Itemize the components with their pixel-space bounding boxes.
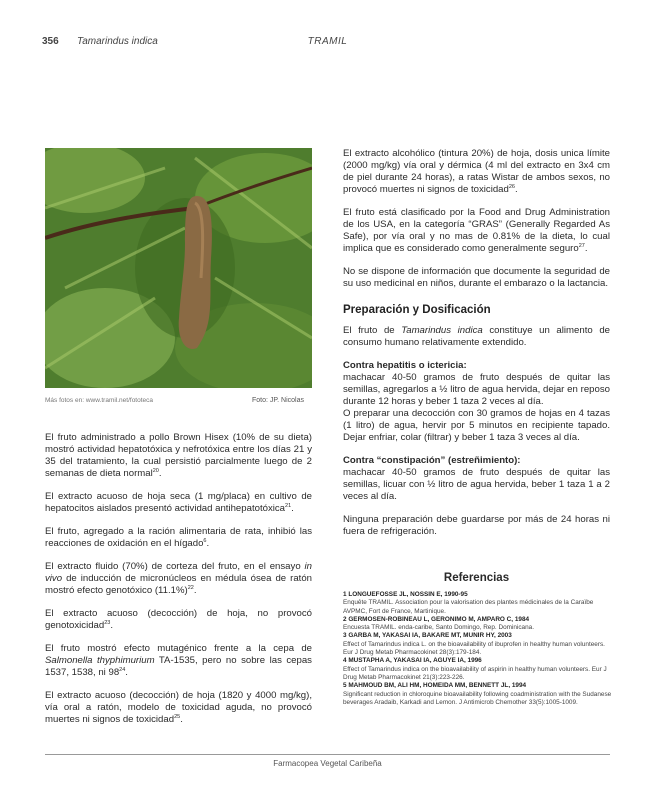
paragraph: El extracto acuoso (decocción) de hoja, no provocó genotoxicidad$^{23}$. (45, 608, 312, 631)
paragraph: El fruto mostró efecto mutagénico frente a la cepa de Salmonella thyphimurium TA-1535, pero no sobre las cepas 1537, 1538, ni $98^{24}$. (45, 643, 312, 678)
subsection-title: Contra “constipación” (estreñimiento): (343, 455, 521, 466)
subsection-title: Contra hepatitis o ictericia: (343, 360, 467, 371)
photo-credit: Foto: JP. Nicolas (252, 397, 305, 404)
paragraph: El fruto administrado a pollo Brown Hisex (10% de su dieta) mostró actividad hepatotóxica y nefrotóxica entre los días 21 y 35 del tratamiento, la cual persistió parcialmente luego de 2 semanas de dieta normal$^{20}$. (45, 432, 312, 479)
paragraph: El extracto acuoso de hoja seca (1 mg/placa) en cultivo de hepatocitos aislados presentó actividad antihepatotóxica$^{21}$. (45, 491, 312, 514)
reference-item: 4 MUSTAPHA A, YAKASAI IA, AGUYE IA, 1996 Effect of Tamarindus indica on the bioavailability of aspirin in healthy human volunteers. Eur J Drug Metab Pharmacokinet 21(3):223-226. (343, 657, 607, 681)
header-publisher: TRAMIL (307, 36, 348, 47)
paragraph: El extracto fluido (70%) de corteza del fruto, en el ensayo in vivo de inducción de micronúcleos en médula ósea de ratón mostró efecto genotóxico $(11.1\%)^{22}$. (45, 561, 312, 596)
footer-title: Farmacopea Vegetal Caribeña (273, 759, 382, 768)
paragraph: O preparar una decocción con 30 gramos de hojas en 4 tazas (1 litro) de agua, hervir por 5 minutos en recipiente tapado. Dejar enfriar, colar (filtrar) y beber 1 taza 3 veces al día. (343, 408, 610, 443)
paragraph: machacar 40-50 gramos de fruto después de quitar las semillas, licuar con ½ litro de agua hervida, beber 1 taza 1 a 2 veces al día. (343, 467, 610, 502)
section-title: Preparación y Dosificación (343, 304, 491, 316)
paragraph: El fruto, agregado a la ración alimentaria de rata, inhibió las reacciones de oxidación en el hígado$^6$. (45, 526, 312, 549)
header-species: Tamarindus indica (77, 36, 158, 47)
paragraph: El extracto alcohólico (tintura 20%) de hoja, dosis unica límite (2000 mg/kg) vía oral y dérmica (4 ml del extracto en 3x4 cm de piel durante 24 horas), a ratas Wistar de ambos sexos, no provocó muertes ni signos de toxicidad$^{26}$. (343, 148, 610, 195)
right-column (343, 148, 610, 549)
reference-item: 3 GARBA M, YAKASAI IA, BAKARE MT, MUNIR HY, 2003 Effect of Tamarindus indica L. on the bioavailability of ibuprofen in healthy human volunteers. Eur J Drug Metab Pharmacokinet 28(3):179-184. (343, 632, 605, 657)
paragraph: machacar 40-50 gramos de fruto después de quitar las semillas, agregarlos a ½ litro de agua hervida, dejar en reposo durante 12 horas y beber 1 taza 2 veces al día. (343, 372, 610, 407)
reference-item: 2 GERMOSEN-ROBINEAU L, GERONIMO M, AMPARO C, 1984 Encuesta TRAMIL. enda-caribe, Santo Domingo, Rep. Dominicana. (343, 615, 534, 632)
photo-caption: Más fotos en: www.tramil.net/fototeca (45, 397, 154, 404)
paragraph: El fruto de Tamarindus indica constituye un alimento de consumo humano relativamente extendido. (343, 325, 610, 348)
footer-divider (45, 754, 610, 755)
page-number: 356 (42, 36, 59, 47)
reference-item: 5 MAHMOUD BM, ALI HM, HOMEIDA MM, BENNETT JL, 1994 Significant reduction in chloroquine bioavailability following coadministration with the Sudanese beverages Aradaib, Karkadi and Lemon. J Antimicrob Chemother 33(5):1005-1009. (343, 682, 612, 706)
paragraph: Ninguna preparación debe guardarse por más de 24 horas ni fuera de refrigeración. (343, 514, 610, 537)
paragraph: No se dispone de información que documente la seguridad de su uso medicinal en niños, durante el embarazo o la lactancia. (343, 266, 610, 289)
paragraph: El fruto está clasificado por la Food and Drug Administration de los USA, en la categoría “GRAS” (Generally Regarded As Safe), por vía oral y no mas de 0.81% de la dieta, lo cual implica que es considerado como generalmente seguro$^{27}$. (343, 207, 610, 254)
tamarind-photo (45, 148, 312, 388)
references-list (343, 591, 613, 707)
paragraph: El extracto acuoso (decocción) de hoja (1820 y 4000 mg/kg), vía oral a ratón, modelo de toxicidad aguda, no provocó muertes ni signos de toxicidad$^{25}$. (45, 690, 312, 725)
references-title: Referencias (443, 572, 510, 584)
left-column (45, 432, 312, 737)
reference-item: 1 LONGUEFOSSE JL, NOSSIN E, 1990-95 Enquête TRAMIL. Association pour la valorisation des plantes médicinales de la Caraïbe AVPMC, Fort de France, Martinique. (343, 591, 594, 615)
